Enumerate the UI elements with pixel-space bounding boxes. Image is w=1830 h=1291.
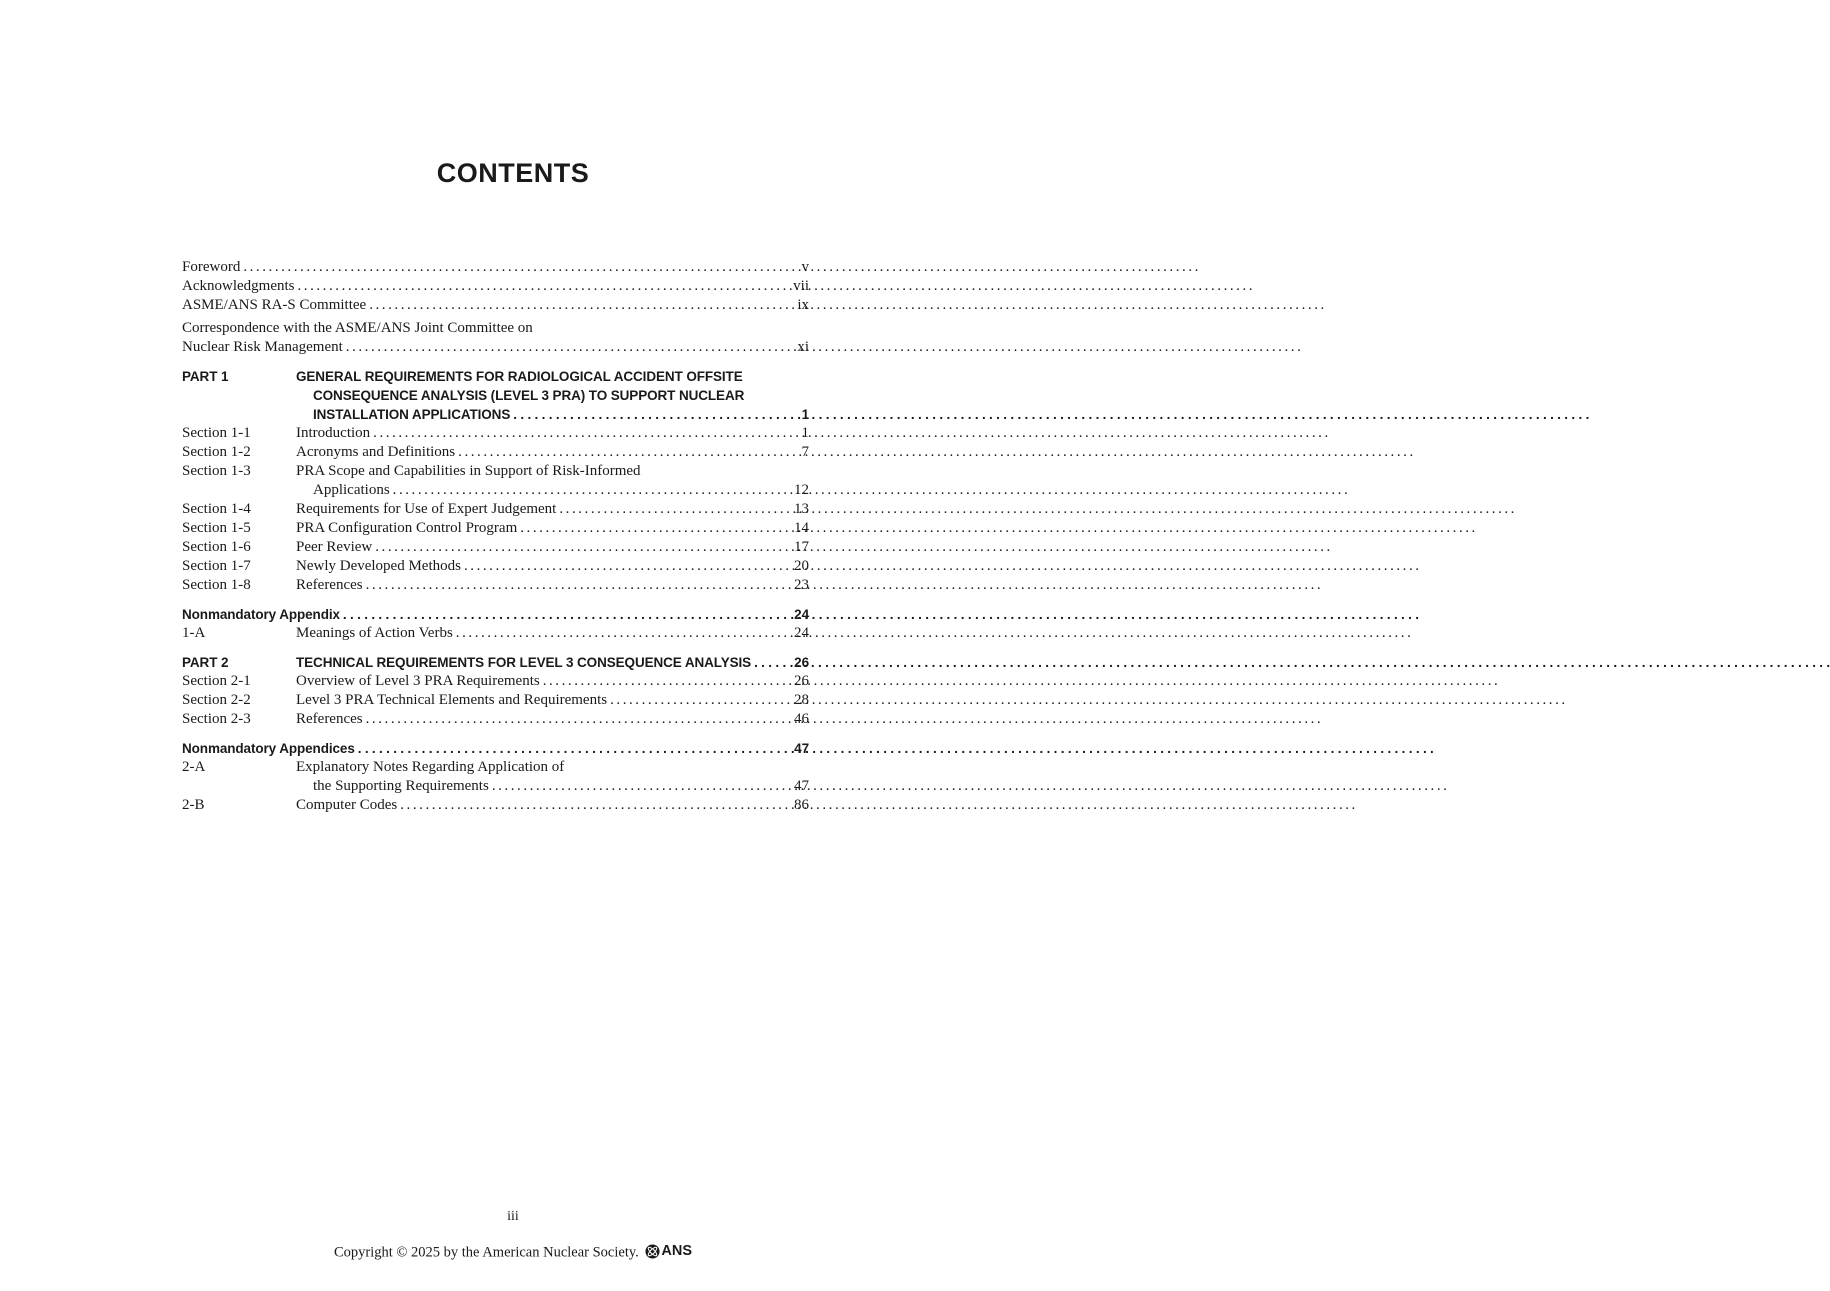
dot-leader <box>513 405 798 424</box>
toc-section-label: Section 1-6 <box>182 539 251 555</box>
ans-atom-icon <box>645 1244 660 1259</box>
dot-leader <box>492 777 791 796</box>
toc-section-1-8[interactable] <box>182 576 809 595</box>
toc-section-1-5[interactable] <box>182 519 809 538</box>
toc-entry-text: Level 3 PRA Technical Elements and Requirements <box>296 692 608 708</box>
toc-section-label: Section 1-4 <box>182 501 251 517</box>
toc-entry-text: Nonmandatory Appendix <box>182 607 340 622</box>
toc-entry-text: ASME/ANS RA-S Committee <box>182 297 367 313</box>
toc-entry-text: Peer Review <box>296 539 373 555</box>
toc-section-2-1[interactable] <box>182 672 809 691</box>
toc-entry-text: Nuclear Risk Management <box>182 339 343 355</box>
toc-appendix-2-a[interactable] <box>182 758 809 796</box>
dot-leader <box>559 500 791 519</box>
dot-leader <box>243 258 798 277</box>
dot-leader <box>346 338 795 357</box>
toc-section-1-7[interactable] <box>182 557 809 576</box>
toc-entry-text-line1: Explanatory Notes Regarding Application of <box>296 759 565 775</box>
toc-entry-text-line1: Correspondence with the ASME/ANS Joint Committee on <box>182 320 533 336</box>
dot-leader <box>393 481 791 500</box>
toc-entry-foreword[interactable] <box>182 258 809 277</box>
toc-part-title-line1: GENERAL REQUIREMENTS FOR RADIOLOGICAL ACCIDENT OFFSITE <box>296 369 743 384</box>
toc-section-label: Section 1-5 <box>182 520 251 536</box>
toc-entry-text: Acknowledgments <box>182 278 295 294</box>
dot-leader <box>343 605 791 624</box>
toc-part-2[interactable] <box>182 653 809 672</box>
toc-section-label: 2-A <box>182 759 206 775</box>
toc-entry-text: Computer Codes <box>296 797 398 813</box>
toc-appendix-1-a[interactable] <box>182 624 809 643</box>
toc-entry-text: References <box>296 577 363 593</box>
page-title: CONTENTS <box>436 158 590 188</box>
toc-entry-text: Overview of Level 3 PRA Requirements <box>296 673 540 689</box>
toc-section-label: Section 1-3 <box>182 463 251 479</box>
table-of-contents <box>182 258 809 815</box>
toc-page-number: 47 <box>794 778 809 794</box>
toc-part-1[interactable] <box>182 367 809 424</box>
toc-entry-text: the Supporting Requirements <box>313 778 489 794</box>
toc-entry-text: Requirements for Use of Expert Judgement <box>296 501 557 517</box>
dot-leader <box>297 277 790 296</box>
toc-entry-text: Newly Developed Methods <box>296 558 461 574</box>
toc-section-label: Section 1-7 <box>182 558 251 574</box>
toc-page-number: v <box>801 259 809 275</box>
toc-entry-text: Meanings of Action Verbs <box>296 625 453 641</box>
toc-entry-correspondence[interactable] <box>182 319 809 357</box>
toc-entry-acknowledgments[interactable] <box>182 277 809 296</box>
toc-entry-text: Applications <box>313 482 390 498</box>
toc-page-number: 26 <box>794 655 809 670</box>
toc-page-number: ix <box>797 297 809 313</box>
toc-page-number: 26 <box>794 673 809 689</box>
toc-part-title-line2: CONSEQUENCE ANALYSIS (LEVEL 3 PRA) TO SUPPORT NUCLEAR <box>313 388 745 403</box>
ans-logo <box>645 1243 692 1259</box>
dot-leader <box>373 424 798 443</box>
toc-page-number: xi <box>797 339 809 355</box>
dot-leader <box>543 672 791 691</box>
dot-leader <box>400 796 791 815</box>
toc-section-1-6[interactable] <box>182 538 809 557</box>
toc-entry-text: Introduction <box>296 425 371 441</box>
toc-section-label: 2-B <box>182 797 205 813</box>
toc-page-number: 47 <box>794 741 809 756</box>
toc-page-number: 1 <box>801 425 809 441</box>
toc-page-number: 12 <box>794 482 809 498</box>
toc-page-number: 7 <box>801 444 809 460</box>
dot-leader <box>369 296 794 315</box>
toc-entry-text: Nonmandatory Appendices <box>182 741 355 756</box>
toc-entry-committee[interactable] <box>182 296 809 315</box>
page-number: iii <box>507 1209 519 1224</box>
ans-logo-text: ANS <box>661 1243 693 1259</box>
dot-leader <box>458 443 798 462</box>
toc-page-number: 24 <box>794 607 809 622</box>
toc-page-number: 13 <box>794 501 809 517</box>
toc-section-2-2[interactable] <box>182 691 809 710</box>
dot-leader <box>375 538 791 557</box>
toc-section-label: Section 1-8 <box>182 577 251 593</box>
dot-leader <box>520 519 791 538</box>
toc-section-label: Section 1-2 <box>182 444 251 460</box>
toc-section-label: 1-A <box>182 625 206 641</box>
toc-part-label: PART 1 <box>182 369 229 384</box>
toc-section-label: Section 1-1 <box>182 425 251 441</box>
dot-leader <box>754 653 791 672</box>
toc-section-1-2[interactable] <box>182 443 809 462</box>
toc-entry-text: Acronyms and Definitions <box>296 444 456 460</box>
toc-section-1-4[interactable] <box>182 500 809 519</box>
toc-page-number: 86 <box>794 797 809 813</box>
toc-part-title: TECHNICAL REQUIREMENTS FOR LEVEL 3 CONSEQUENCE ANALYSIS <box>296 655 752 670</box>
toc-page-number: 20 <box>794 558 809 574</box>
dot-leader <box>366 710 791 729</box>
toc-page-number: 46 <box>794 711 809 727</box>
dot-leader <box>610 691 791 710</box>
toc-entry-text-line1: PRA Scope and Capabilities in Support of Risk-Informed <box>296 463 641 479</box>
toc-part-label: PART 2 <box>182 655 229 670</box>
toc-part-title-line3: INSTALLATION APPLICATIONS <box>313 407 511 422</box>
toc-page-number: 23 <box>794 577 809 593</box>
dot-leader <box>464 557 791 576</box>
toc-page-number: vii <box>793 278 809 294</box>
toc-page-number: 1 <box>801 407 809 422</box>
toc-page-number: 24 <box>794 625 809 641</box>
toc-section-label: Section 2-3 <box>182 711 251 727</box>
toc-section-1-3[interactable] <box>182 462 809 500</box>
toc-section-1-1[interactable] <box>182 424 809 443</box>
toc-appendices-2[interactable] <box>182 739 809 758</box>
toc-entry-text: References <box>296 711 363 727</box>
toc-page-number: 17 <box>794 539 809 555</box>
toc-page-number: 28 <box>794 692 809 708</box>
toc-section-label: Section 2-2 <box>182 692 251 708</box>
copyright-line <box>0 1243 1026 1262</box>
toc-section-2-3[interactable] <box>182 710 809 729</box>
dot-leader <box>358 739 791 758</box>
toc-section-label: Section 2-1 <box>182 673 251 689</box>
dot-leader <box>456 624 791 643</box>
dot-leader <box>366 576 791 595</box>
toc-appendix-2-b[interactable] <box>182 796 809 815</box>
toc-appendix-1[interactable] <box>182 605 809 624</box>
toc-page-number: 14 <box>794 520 809 536</box>
toc-entry-text: PRA Configuration Control Program <box>296 520 518 536</box>
toc-entry-text: Foreword <box>182 259 241 275</box>
copyright-text: Copyright © 2025 by the American Nuclear Society. <box>333 1244 639 1261</box>
